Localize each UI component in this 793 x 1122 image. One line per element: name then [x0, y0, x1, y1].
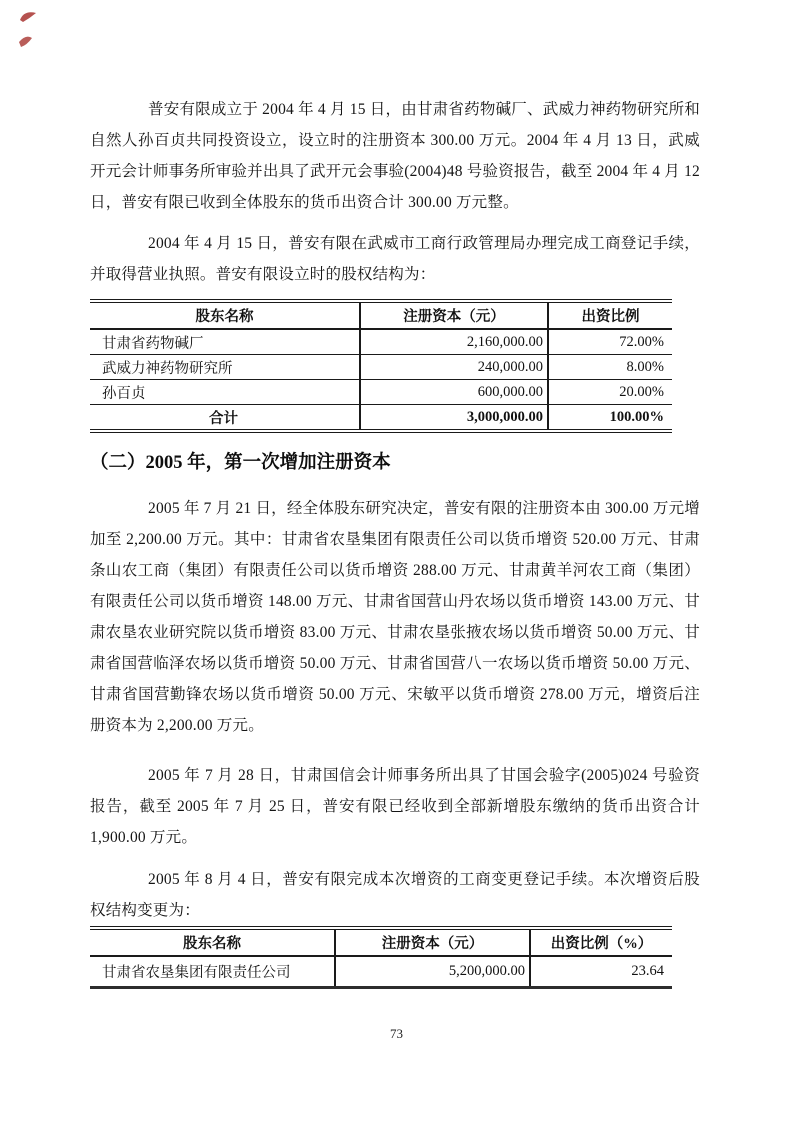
shareholder-name: 甘肃省药物碱厂 — [90, 329, 360, 355]
paragraph-registration-change: 2005 年 8 月 4 日，普安有限完成本次增资的工商变更登记手续。本次增资后股权结构变更为： — [90, 871, 700, 919]
ratio-value: 8.00% — [548, 355, 672, 380]
table-total-row — [90, 405, 672, 432]
ratio-value: 20.00% — [548, 380, 672, 405]
red-pen-mark-icon — [14, 6, 50, 54]
shareholder-name: 甘肃省农垦集团有限责任公司 — [102, 965, 291, 981]
table-header-row — [90, 928, 672, 956]
table-row — [90, 956, 672, 988]
ratio-value: 72.00% — [548, 329, 672, 355]
paragraph-capital-increase-detail: 2005 年 7 月 21 日，经全体股东研究决定，普安有限的注册资本由 300.00 万元增加至 2,200.00 万元。其中：甘肃省农垦集团有限责任公司以货币增资 520.00 万元、甘肃条山农工商（集团）有限责任公司以货币增资 288.00 万元、甘肃黄羊河农工商（集团）有限责任公司以货币增资 148.00 万元、甘肃省国营山丹农场以货币增资 143.00 万元、甘肃农垦农业研究院以货币增资 83.00 万元、甘肃农垦张掖农场以货币增资 50.00 万元、甘肃省国营临泽农场以货币增资 50.00 万元、甘肃省国营八一农场以货币增资 50.00 万元、甘肃省国营勤锋农场以货币增资 50.00 万元、宋敏平以货币增资 278.00 万元，增资后注册资本为 2,200.00 万元。 — [90, 500, 700, 734]
shareholder-name: 孙百贞 — [90, 380, 360, 405]
section-heading-capital-increase: （二）2005 年，第一次增加注册资本 — [90, 453, 391, 473]
table-row — [90, 329, 672, 355]
capital-value: 5,200,000.00 — [335, 956, 530, 988]
capital-value: 600,000.00 — [360, 380, 548, 405]
ratio-value: 23.64 — [530, 956, 672, 988]
col-header-shareholder: 股东名称 — [90, 301, 360, 329]
paragraph-capital-verification: 2005 年 7 月 28 日，甘肃国信会计师事务所出具了甘国会验字(2005)024 号验资报告，截至 2005 年 7 月 25 日，普安有限已经收到全部新增股东缴纳的货币出资合计 1,900.00 万元。 — [90, 767, 700, 846]
capital-value: 240,000.00 — [360, 355, 548, 380]
col-header-capital: 注册资本（元） — [360, 301, 548, 329]
post-increase-shareholding-table — [90, 926, 672, 989]
page-content — [90, 0, 700, 989]
table-row — [90, 355, 672, 380]
total-ratio: 100.00% — [548, 405, 672, 432]
paragraph-company-founding: 普安有限成立于 2004 年 4 月 15 日，由甘肃省药物碱厂、武威力神药物研究所和自然人孙百贞共同投资设立，设立时的注册资本 300.00 万元。2004 年 4 月 13 日，武威开元会计师事务所审验并出具了武开元会事验(2004)48 号验资报告，截至 2004 年 4 月 12 日，普安有限已收到全体股东的货币出资合计 300.00 万元整。 — [90, 101, 700, 211]
page-number: 73 — [390, 1026, 403, 1041]
col-header-shareholder: 股东名称 — [90, 928, 335, 956]
shareholder-name: 武威力神药物研究所 — [90, 355, 360, 380]
total-capital: 3,000,000.00 — [360, 405, 548, 432]
total-label: 合计 — [209, 410, 238, 427]
table-header-row — [90, 301, 672, 329]
paragraph-registration-2004: 2004 年 4 月 15 日，普安有限在武威市工商行政管理局办理完成工商登记手续，并取得营业执照。普安有限设立时的股权结构为： — [90, 235, 700, 283]
table-row — [90, 380, 672, 405]
col-header-ratio: 出资比例 — [548, 301, 672, 329]
col-header-ratio: 出资比例（%） — [530, 928, 672, 956]
col-header-capital: 注册资本（元） — [335, 928, 530, 956]
capital-value: 2,160,000.00 — [360, 329, 548, 355]
initial-shareholding-table — [90, 299, 672, 433]
